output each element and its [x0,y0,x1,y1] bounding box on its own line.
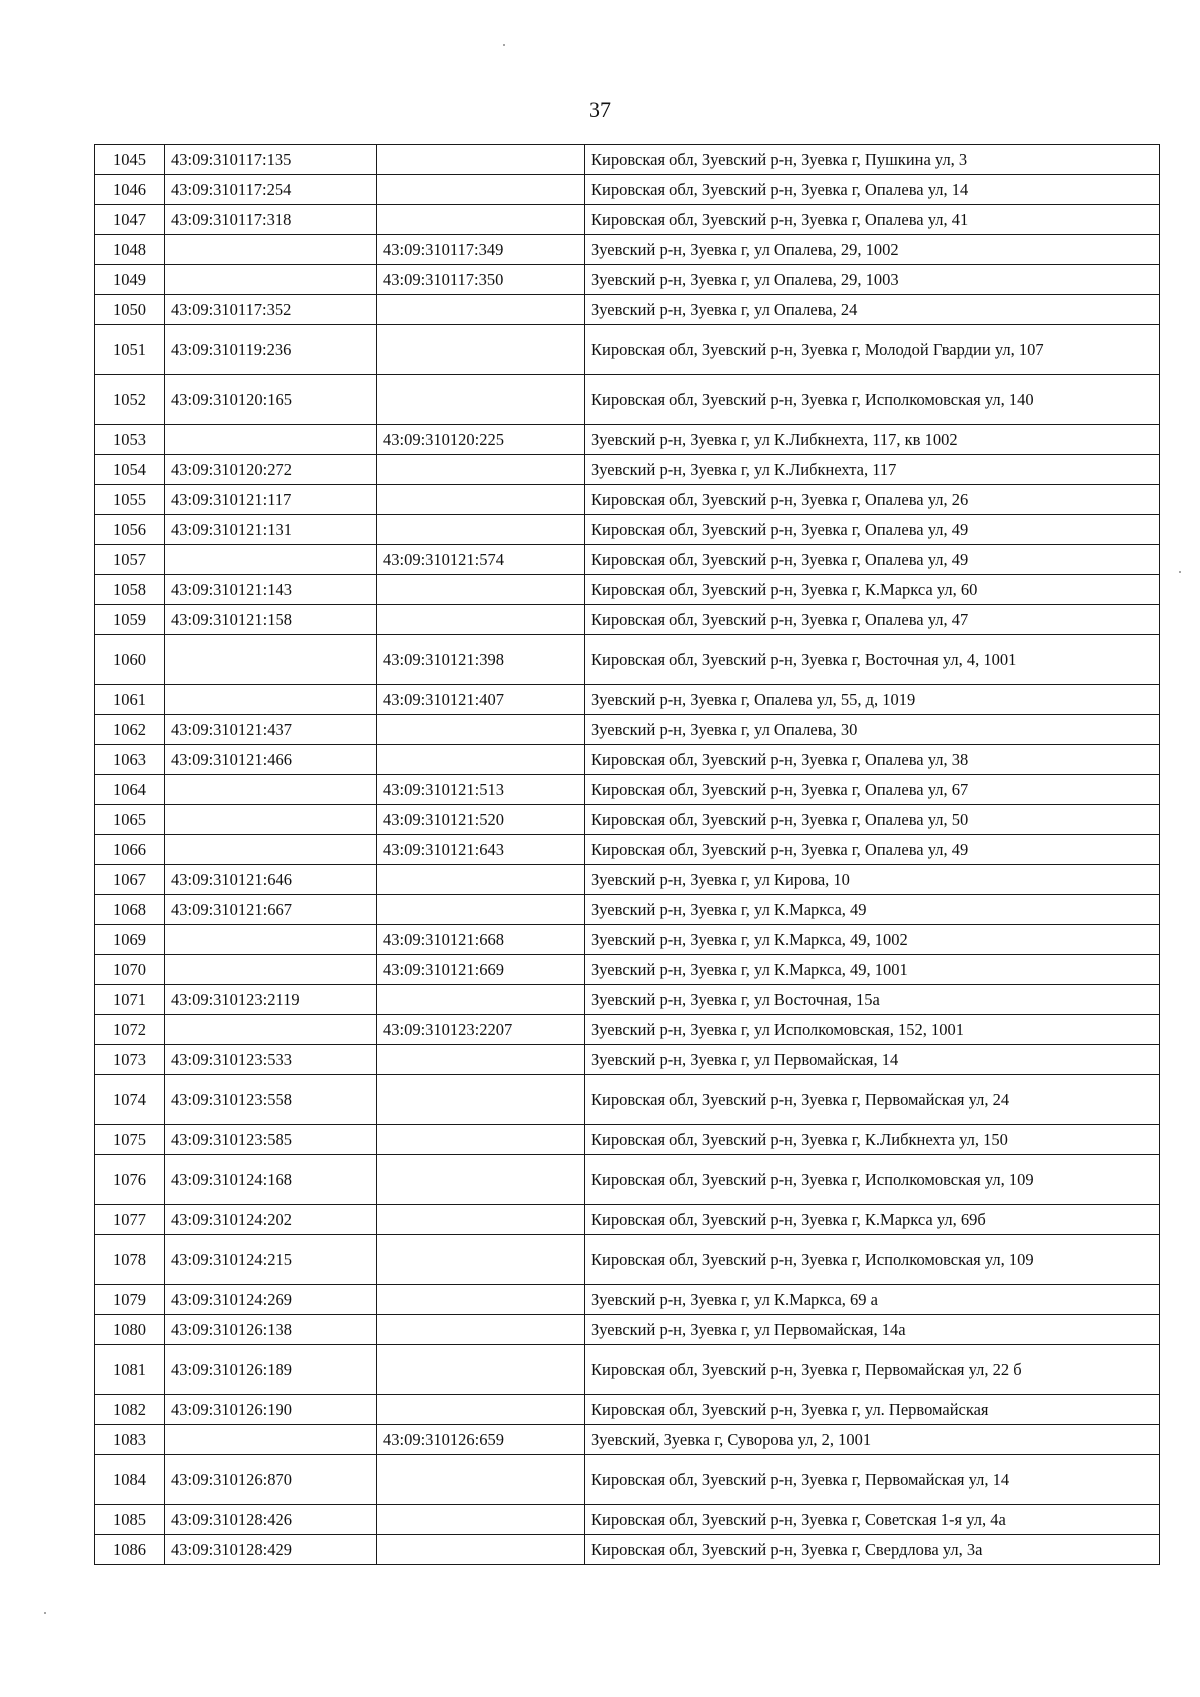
table-row [95,895,1160,925]
address-cell: Зуевский р-н, Зуевка г, ул Опалева, 30 [585,715,1160,745]
related-cadastral-number-cell [377,485,585,515]
related-cadastral-number-cell [377,1345,585,1395]
table-row [95,425,1160,455]
table-row [95,1155,1160,1205]
address-cell: Кировская обл, Зуевский р-н, Зуевка г, Первомайская ул, 14 [585,1455,1160,1505]
address-cell: Кировская обл, Зуевский р-н, Зуевка г, Исполкомовская ул, 109 [585,1155,1160,1205]
address-cell: Кировская обл, Зуевский р-н, Зуевка г, Исполкомовская ул, 109 [585,1235,1160,1285]
cadastral-number-cell [165,805,377,835]
row-number-cell: 1080 [95,1315,165,1345]
table-row [95,1455,1160,1505]
row-number-cell: 1049 [95,265,165,295]
row-number-cell: 1060 [95,635,165,685]
table-row [95,1125,1160,1155]
related-cadastral-number-cell: 43:09:310123:2207 [377,1015,585,1045]
related-cadastral-number-cell [377,745,585,775]
related-cadastral-number-cell [377,375,585,425]
address-cell: Зуевский р-н, Зуевка г, ул К.Маркса, 49 [585,895,1160,925]
address-cell: Зуевский р-н, Зуевка г, ул Первомайская, 14 [585,1045,1160,1075]
address-cell: Кировская обл, Зуевский р-н, Зуевка г, Опалева ул, 67 [585,775,1160,805]
cadastral-number-cell: 43:09:310117:318 [165,205,377,235]
address-cell: Кировская обл, Зуевский р-н, Зуевка г, Опалева ул, 38 [585,745,1160,775]
table-row [95,775,1160,805]
related-cadastral-number-cell [377,205,585,235]
related-cadastral-number-cell [377,1535,585,1565]
cadastral-number-cell: 43:09:310124:215 [165,1235,377,1285]
address-cell: Кировская обл, Зуевский р-н, Зуевка г, К.Маркса ул, 60 [585,575,1160,605]
row-number-cell: 1058 [95,575,165,605]
row-number-cell: 1072 [95,1015,165,1045]
table-row [95,1425,1160,1455]
cadastral-number-cell [165,685,377,715]
related-cadastral-number-cell [377,715,585,745]
address-cell: Кировская обл, Зуевский р-н, Зуевка г, Опалева ул, 26 [585,485,1160,515]
related-cadastral-number-cell [377,515,585,545]
related-cadastral-number-cell [377,605,585,635]
table-row [95,685,1160,715]
cadastral-number-cell: 43:09:310124:269 [165,1285,377,1315]
related-cadastral-number-cell [377,1505,585,1535]
address-cell: Кировская обл, Зуевский р-н, Зуевка г, Опалева ул, 49 [585,515,1160,545]
cadastral-number-cell [165,1425,377,1455]
related-cadastral-number-cell [377,175,585,205]
scan-speck [44,1612,46,1614]
table-row [95,715,1160,745]
related-cadastral-number-cell: 43:09:310121:668 [377,925,585,955]
related-cadastral-number-cell [377,455,585,485]
related-cadastral-number-cell [377,1315,585,1345]
address-cell: Кировская обл, Зуевский р-н, Зуевка г, Молодой Гвардии ул, 107 [585,325,1160,375]
row-number-cell: 1081 [95,1345,165,1395]
table-row [95,325,1160,375]
cadastral-number-cell: 43:09:310121:667 [165,895,377,925]
related-cadastral-number-cell: 43:09:310117:349 [377,235,585,265]
table-row [95,1285,1160,1315]
cadastral-number-cell [165,235,377,265]
address-cell: Зуевский р-н, Зуевка г, ул Исполкомовская, 152, 1001 [585,1015,1160,1045]
cadastral-number-cell: 43:09:310123:533 [165,1045,377,1075]
table-row [95,265,1160,295]
related-cadastral-number-cell: 43:09:310121:520 [377,805,585,835]
row-number-cell: 1071 [95,985,165,1015]
related-cadastral-number-cell: 43:09:310121:643 [377,835,585,865]
table-row [95,1395,1160,1425]
table-row [95,1505,1160,1535]
address-cell: Кировская обл, Зуевский р-н, Зуевка г, Восточная ул, 4, 1001 [585,635,1160,685]
cadastral-number-cell [165,545,377,575]
table-row [95,805,1160,835]
row-number-cell: 1079 [95,1285,165,1315]
address-cell: Кировская обл, Зуевский р-н, Зуевка г, Опалева ул, 49 [585,545,1160,575]
row-number-cell: 1063 [95,745,165,775]
cadastral-number-cell: 43:09:310121:143 [165,575,377,605]
table-row [95,175,1160,205]
cadastral-number-cell: 43:09:310124:168 [165,1155,377,1205]
cadastral-number-cell: 43:09:310123:2119 [165,985,377,1015]
address-cell: Кировская обл, Зуевский р-н, Зуевка г, Опалева ул, 14 [585,175,1160,205]
table-row [95,925,1160,955]
scan-speck [1179,571,1181,573]
cadastral-number-cell: 43:09:310119:236 [165,325,377,375]
table-row [95,1345,1160,1395]
row-number-cell: 1047 [95,205,165,235]
address-cell: Кировская обл, Зуевский р-н, Зуевка г, К.Либкнехта ул, 150 [585,1125,1160,1155]
cadastral-number-cell: 43:09:310128:429 [165,1535,377,1565]
table-row [95,545,1160,575]
related-cadastral-number-cell: 43:09:310120:225 [377,425,585,455]
cadastral-number-cell [165,955,377,985]
table-row [95,1535,1160,1565]
row-number-cell: 1051 [95,325,165,375]
row-number-cell: 1054 [95,455,165,485]
row-number-cell: 1057 [95,545,165,575]
related-cadastral-number-cell [377,895,585,925]
cadastral-table [94,144,1160,1565]
table-row [95,455,1160,485]
row-number-cell: 1064 [95,775,165,805]
table-row [95,1235,1160,1285]
row-number-cell: 1062 [95,715,165,745]
table-row [95,985,1160,1015]
cadastral-number-cell: 43:09:310124:202 [165,1205,377,1235]
related-cadastral-number-cell: 43:09:310121:574 [377,545,585,575]
address-cell: Зуевский р-н, Зуевка г, ул К.Маркса, 69 а [585,1285,1160,1315]
address-cell: Кировская обл, Зуевский р-н, Зуевка г, Опалева ул, 47 [585,605,1160,635]
related-cadastral-number-cell [377,325,585,375]
row-number-cell: 1046 [95,175,165,205]
related-cadastral-number-cell [377,985,585,1015]
table-row [95,1315,1160,1345]
table-row [95,1045,1160,1075]
cadastral-number-cell: 43:09:310128:426 [165,1505,377,1535]
table-row [95,745,1160,775]
cadastral-number-cell: 43:09:310126:138 [165,1315,377,1345]
related-cadastral-number-cell: 43:09:310121:398 [377,635,585,685]
row-number-cell: 1045 [95,145,165,175]
row-number-cell: 1083 [95,1425,165,1455]
row-number-cell: 1061 [95,685,165,715]
address-cell: Зуевский р-н, Зуевка г, ул Опалева, 29, 1002 [585,235,1160,265]
related-cadastral-number-cell [377,1125,585,1155]
row-number-cell: 1052 [95,375,165,425]
row-number-cell: 1068 [95,895,165,925]
address-cell: Кировская обл, Зуевский р-н, Зуевка г, Первомайская ул, 24 [585,1075,1160,1125]
address-cell: Кировская обл, Зуевский р-н, Зуевка г, Пушкина ул, 3 [585,145,1160,175]
row-number-cell: 1082 [95,1395,165,1425]
cadastral-number-cell: 43:09:310117:254 [165,175,377,205]
table-row [95,1205,1160,1235]
address-cell: Кировская обл, Зуевский р-н, Зуевка г, Первомайская ул, 22 б [585,1345,1160,1395]
address-cell: Зуевский р-н, Зуевка г, ул Восточная, 15а [585,985,1160,1015]
cadastral-number-cell [165,1015,377,1045]
related-cadastral-number-cell [377,1235,585,1285]
address-cell: Кировская обл, Зуевский р-н, Зуевка г, Опалева ул, 49 [585,835,1160,865]
row-number-cell: 1056 [95,515,165,545]
cadastral-number-cell: 43:09:310121:117 [165,485,377,515]
address-cell: Зуевский р-н, Зуевка г, ул К.Либкнехта, 117, кв 1002 [585,425,1160,455]
row-number-cell: 1070 [95,955,165,985]
address-cell: Кировская обл, Зуевский р-н, Зуевка г, Опалева ул, 50 [585,805,1160,835]
table-row [95,955,1160,985]
address-cell: Зуевский р-н, Зуевка г, ул Первомайская, 14а [585,1315,1160,1345]
cadastral-number-cell: 43:09:310126:189 [165,1345,377,1395]
address-cell: Кировская обл, Зуевский р-н, Зуевка г, Свердлова ул, 3а [585,1535,1160,1565]
table-row [95,635,1160,685]
cadastral-number-cell [165,635,377,685]
row-number-cell: 1077 [95,1205,165,1235]
cadastral-number-cell: 43:09:310126:190 [165,1395,377,1425]
cadastral-number-cell: 43:09:310120:165 [165,375,377,425]
row-number-cell: 1073 [95,1045,165,1075]
related-cadastral-number-cell [377,1395,585,1425]
cadastral-number-cell: 43:09:310123:558 [165,1075,377,1125]
row-number-cell: 1055 [95,485,165,515]
scan-speck [503,44,505,46]
related-cadastral-number-cell [377,865,585,895]
table-row [95,375,1160,425]
related-cadastral-number-cell [377,1045,585,1075]
address-cell: Зуевский р-н, Зуевка г, ул К.Маркса, 49, 1001 [585,955,1160,985]
row-number-cell: 1086 [95,1535,165,1565]
cadastral-number-cell: 43:09:310117:352 [165,295,377,325]
cadastral-number-cell [165,835,377,865]
cadastral-table-body [95,145,1160,1565]
address-cell: Кировская обл, Зуевский р-н, Зуевка г, Советская 1-я ул, 4а [585,1505,1160,1535]
table-row [95,145,1160,175]
row-number-cell: 1076 [95,1155,165,1205]
row-number-cell: 1048 [95,235,165,265]
related-cadastral-number-cell [377,1455,585,1505]
cadastral-number-cell: 43:09:310121:646 [165,865,377,895]
related-cadastral-number-cell [377,145,585,175]
cadastral-number-cell [165,425,377,455]
row-number-cell: 1069 [95,925,165,955]
table-row [95,575,1160,605]
cadastral-number-cell: 43:09:310121:158 [165,605,377,635]
row-number-cell: 1078 [95,1235,165,1285]
address-cell: Зуевский, Зуевка г, Суворова ул, 2, 1001 [585,1425,1160,1455]
cadastral-number-cell: 43:09:310121:437 [165,715,377,745]
table-row [95,515,1160,545]
table-row [95,295,1160,325]
cadastral-number-cell: 43:09:310123:585 [165,1125,377,1155]
related-cadastral-number-cell: 43:09:310121:669 [377,955,585,985]
related-cadastral-number-cell [377,1155,585,1205]
row-number-cell: 1074 [95,1075,165,1125]
related-cadastral-number-cell [377,1075,585,1125]
related-cadastral-number-cell [377,1285,585,1315]
table-row [95,865,1160,895]
address-cell: Кировская обл, Зуевский р-н, Зуевка г, Опалева ул, 41 [585,205,1160,235]
row-number-cell: 1084 [95,1455,165,1505]
table-row [95,235,1160,265]
related-cadastral-number-cell: 43:09:310121:513 [377,775,585,805]
page-number: 37 [589,97,611,122]
cadastral-number-cell [165,775,377,805]
row-number-cell: 1050 [95,295,165,325]
cadastral-number-cell: 43:09:310117:135 [165,145,377,175]
address-cell: Кировская обл, Зуевский р-н, Зуевка г, ул. Первомайская [585,1395,1160,1425]
table-row [95,1015,1160,1045]
table-row [95,485,1160,515]
related-cadastral-number-cell: 43:09:310121:407 [377,685,585,715]
address-cell: Зуевский р-н, Зуевка г, ул Кирова, 10 [585,865,1160,895]
row-number-cell: 1085 [95,1505,165,1535]
row-number-cell: 1053 [95,425,165,455]
address-cell: Зуевский р-н, Зуевка г, ул Опалева, 24 [585,295,1160,325]
address-cell: Зуевский р-н, Зуевка г, Опалева ул, 55, д, 1019 [585,685,1160,715]
table-row [95,205,1160,235]
address-cell: Зуевский р-н, Зуевка г, ул К.Либкнехта, 117 [585,455,1160,485]
table-row [95,1075,1160,1125]
address-cell: Зуевский р-н, Зуевка г, ул Опалева, 29, 1003 [585,265,1160,295]
address-cell: Кировская обл, Зуевский р-н, Зуевка г, Исполкомовская ул, 140 [585,375,1160,425]
cadastral-number-cell [165,265,377,295]
cadastral-number-cell: 43:09:310121:131 [165,515,377,545]
cadastral-number-cell [165,925,377,955]
address-cell: Кировская обл, Зуевский р-н, Зуевка г, К.Маркса ул, 69б [585,1205,1160,1235]
related-cadastral-number-cell: 43:09:310126:659 [377,1425,585,1455]
row-number-cell: 1059 [95,605,165,635]
cadastral-number-cell: 43:09:310126:870 [165,1455,377,1505]
table-row [95,835,1160,865]
cadastral-number-cell: 43:09:310121:466 [165,745,377,775]
cadastral-number-cell: 43:09:310120:272 [165,455,377,485]
related-cadastral-number-cell [377,295,585,325]
row-number-cell: 1075 [95,1125,165,1155]
related-cadastral-number-cell [377,575,585,605]
related-cadastral-number-cell: 43:09:310117:350 [377,265,585,295]
row-number-cell: 1067 [95,865,165,895]
table-row [95,605,1160,635]
row-number-cell: 1066 [95,835,165,865]
row-number-cell: 1065 [95,805,165,835]
related-cadastral-number-cell [377,1205,585,1235]
address-cell: Зуевский р-н, Зуевка г, ул К.Маркса, 49, 1002 [585,925,1160,955]
